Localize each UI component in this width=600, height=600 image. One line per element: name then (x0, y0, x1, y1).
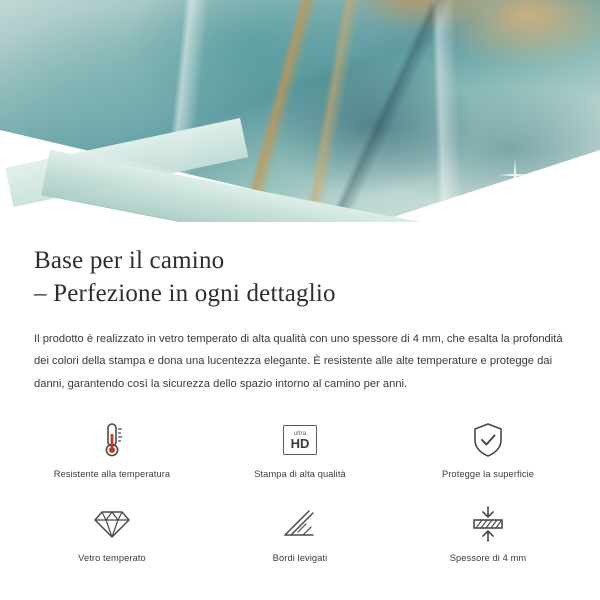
feature-label: Protegge la superficie (441, 469, 535, 480)
ultra-hd-badge-main: HD (290, 435, 310, 451)
ultra-hd-badge-top: ultra (293, 430, 307, 437)
feature-label: Resistente alla temperatura (53, 469, 171, 480)
headline-line-2: – Perfezione in ogni dettaglio (34, 280, 336, 307)
feature-item (394, 417, 582, 501)
feature-label: Spessore di 4 mm (449, 553, 527, 564)
feature-item (18, 501, 206, 585)
feature-item (18, 417, 206, 501)
diamond-icon (93, 501, 131, 547)
text-content (0, 222, 600, 395)
page-title (34, 222, 566, 310)
description-paragraph: Il prodotto è realizzato in vetro temperato di alta qualità con uno spessore di 4 mm, che esalta la profondità dei colori della stampa e dona una lucentezza elegante. È resistente alle alte temperature e protegge dai danni, garantendo così la sicurezza dello spazio intorno al camino per anni. (34, 333, 563, 390)
polished-edges-icon (281, 501, 319, 547)
feature-label: Vetro temperato (78, 553, 146, 564)
feature-label: Bordi levigati (272, 553, 328, 564)
feature-item (394, 501, 582, 585)
feature-label: Stampa di alta qualità (254, 469, 346, 480)
shield-check-icon (471, 417, 505, 463)
feature-grid (0, 417, 600, 585)
hero-image (0, 0, 600, 222)
thickness-icon (469, 501, 507, 547)
sparkle-icon (520, 176, 542, 198)
headline-line-1: Base per il camino (34, 247, 225, 274)
feature-item (206, 501, 394, 585)
thermometer-icon (97, 417, 127, 463)
feature-item (206, 417, 394, 501)
ultra-hd-icon (283, 417, 317, 463)
